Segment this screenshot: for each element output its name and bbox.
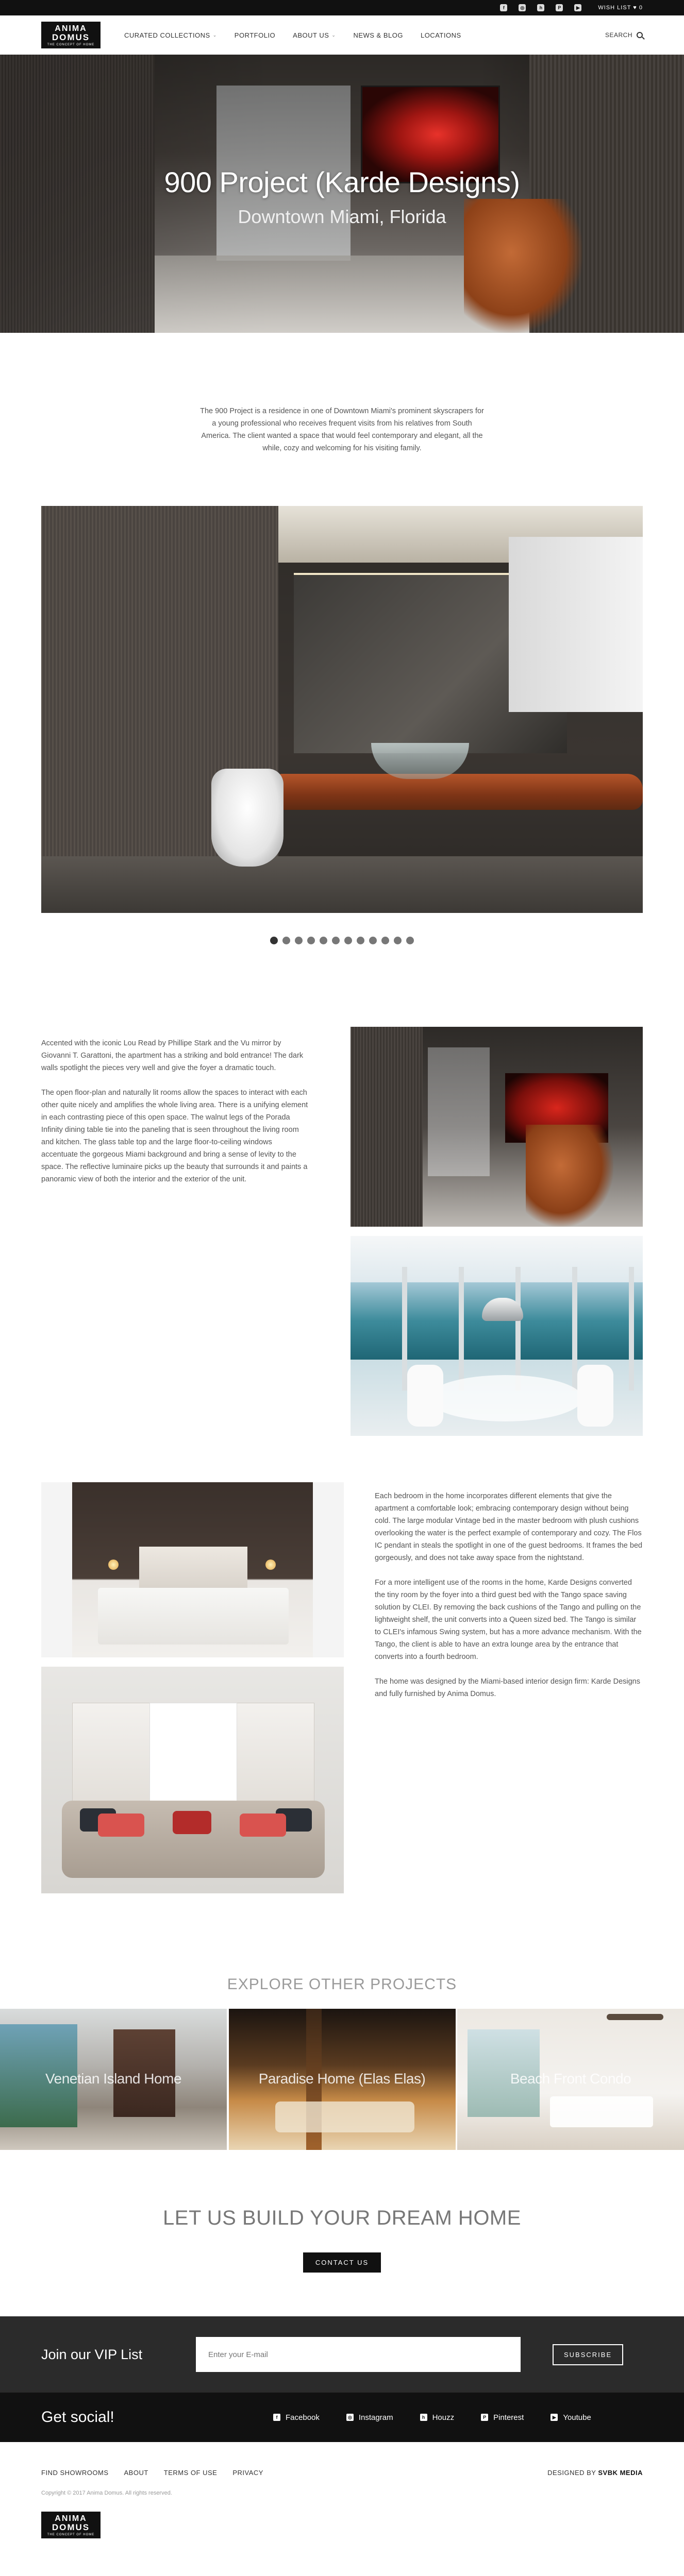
wishlist-link[interactable] <box>598 5 643 11</box>
nav-about-us[interactable] <box>293 31 336 39</box>
slide-photo-glass <box>509 537 643 712</box>
paragraph: The home was designed by the Miami-based interior design firm: Karde Designs and fully furnished by Anima Domus. <box>375 1677 640 1698</box>
vip-title: Join our VIP List <box>41 2346 143 2362</box>
hero-banner <box>0 55 684 333</box>
chevron-down-icon: ⌄ <box>331 32 336 38</box>
section-foyer-images <box>351 1027 643 1436</box>
slider-dot[interactable] <box>320 937 327 944</box>
page-title: 900 Project (Karde Designs) <box>164 166 520 198</box>
foyer-photo[interactable] <box>351 1027 643 1227</box>
footer-link-terms[interactable]: TERMS OF USE <box>163 2469 218 2477</box>
logo[interactable] <box>41 22 101 48</box>
contact-us-button[interactable]: CONTACT US <box>303 2252 381 2273</box>
nav-locations[interactable] <box>421 31 461 39</box>
project-card[interactable] <box>457 2009 684 2150</box>
footer-link-privacy[interactable]: PRIVACY <box>232 2469 263 2477</box>
nav-label: LOCATIONS <box>420 31 461 39</box>
section-foyer-text <box>41 1027 309 1436</box>
designed-prefix: DESIGNED BY <box>547 2469 596 2477</box>
pinterest-icon: P <box>481 2414 488 2421</box>
logo-line1: ANIMA <box>55 2514 87 2523</box>
project-cards <box>0 2009 684 2150</box>
youtube-icon: ▶ <box>550 2414 558 2421</box>
footer <box>0 2442 684 2538</box>
search-label: SEARCH <box>605 31 632 39</box>
page-subtitle: Downtown Miami, Florida <box>238 206 446 227</box>
section-bedrooms <box>41 1482 643 1893</box>
houzz-icon[interactable]: h <box>537 4 544 11</box>
slider-dot[interactable] <box>270 937 278 944</box>
lounge-photo[interactable] <box>41 1667 344 1893</box>
heart-icon: ♥ <box>633 5 637 11</box>
pinterest-link[interactable] <box>481 2413 524 2422</box>
social-label: Facebook <box>286 2413 320 2422</box>
footer-link-about[interactable]: ABOUT <box>124 2469 148 2477</box>
photo-shape <box>577 1365 613 1427</box>
project-card[interactable] <box>0 2009 227 2150</box>
menu <box>124 31 461 39</box>
social-bar <box>0 2393 684 2442</box>
paragraph: For a more intelligent use of the rooms in the home, Karde Designs converted the tiny room by the foyer into a third guest bed with the Tango space saving solution by CLEI. By removing the back cushions of the Tango and pulling on the lightweight shelf, the unit converts into a Queen sized bed. The Tango is similar to CLEI's infamous Swing system, but has a more advance mechanism. With the Tango, the client is able to have an extra lounge area by the entrance that converts into a fourth bedroom. <box>375 1579 642 1661</box>
nav-news-blog[interactable] <box>353 31 403 39</box>
paragraph: Accented with the iconic Lou Read by Phillipe Stark and the Vu mirror by Giovanni T. Garattoni, the apartment has a striking and bold entrance! The dark walls spotlight the pieces very well and give the foyer a dramatic touch. <box>41 1039 304 1072</box>
photo-shape <box>139 1547 247 1590</box>
facebook-link[interactable] <box>273 2413 320 2422</box>
photo-shape <box>173 1811 211 1834</box>
photo-shape <box>428 1375 582 1421</box>
section-bedrooms-text <box>375 1482 643 1893</box>
cta-section <box>0 2207 684 2273</box>
project-label: Paradise Home (Elas Elas) <box>258 2071 426 2087</box>
slider-dot[interactable] <box>406 937 414 944</box>
photo-shape <box>108 1560 119 1570</box>
main-nav <box>0 15 684 55</box>
photo-shape <box>550 2096 653 2127</box>
slide-photo-toilet <box>211 769 283 867</box>
logo-line2: DOMUS <box>52 2522 90 2532</box>
slider-dots <box>0 937 684 944</box>
photo-slider[interactable] <box>41 506 643 913</box>
slide-photo-floor <box>41 856 643 913</box>
slider-dot[interactable] <box>307 937 315 944</box>
instagram-icon[interactable]: ◎ <box>519 4 526 11</box>
bedroom-photo[interactable] <box>41 1482 344 1657</box>
photo-shape <box>313 1482 344 1657</box>
facebook-icon: f <box>273 2414 280 2421</box>
social-label: Pinterest <box>493 2413 524 2422</box>
nav-label: PORTFOLIO <box>234 31 276 39</box>
paragraph: The open floor-plan and naturally lit rooms allow the spaces to interact with each other quite nicely and amplifies the whole living area. There is a unifying element in each contrasting piece of this open space. The walnut legs of the Porada Infinity dining table tie into the paneling that is seen throughout the living room and kitchen. The glass table top and the large floor-to-ceiling windows accentuate the gorgeous Miami background and bring a sense of levity to the space. The reflective luminaire picks up the beauty that surrounds it and paints a panoramic view of both the interior and the exterior of the unit. <box>41 1089 308 1183</box>
copyright: Copyright © 2017 Anima Domus. All rights reserved. <box>41 2490 172 2496</box>
slider-dot[interactable] <box>381 937 389 944</box>
search-icon <box>637 32 643 38</box>
photo-shape <box>407 1365 443 1427</box>
subscribe-button[interactable]: SUBSCRIBE <box>553 2344 623 2365</box>
slider-dot[interactable] <box>282 937 290 944</box>
chevron-down-icon: ⌄ <box>212 32 217 38</box>
footer-logo[interactable] <box>41 2512 101 2538</box>
slider-dot[interactable] <box>295 937 303 944</box>
footer-link-find-showrooms[interactable]: FIND SHOWROOMS <box>41 2469 109 2477</box>
photo-shape <box>428 1047 490 1176</box>
houzz-icon: h <box>420 2414 427 2421</box>
social-title: Get social! <box>41 2409 114 2426</box>
photo-shape <box>526 1125 613 1227</box>
youtube-icon[interactable]: ▶ <box>574 4 581 11</box>
top-bar <box>0 0 684 15</box>
slider-dot[interactable] <box>394 937 402 944</box>
nav-curated-collections[interactable] <box>124 31 217 39</box>
photo-shape <box>41 1482 72 1657</box>
paragraph: Each bedroom in the home incorporates different elements that give the apartment a comfortable look; embracing contemporary design without being cold. The large modular Vintage bed in the master bedroom with plush cushions overlooking the water is the perfect example of contemporary and cozy. The Flos IC pendant in steals the spotlight in one of the guest bedrooms. It frames the bed gorgeously, and does not take away space from the nightstand. <box>375 1492 643 1562</box>
hero-titles <box>0 165 684 228</box>
photo-shape <box>275 2102 414 2132</box>
search-toggle[interactable] <box>605 15 643 55</box>
slider-dot[interactable] <box>344 937 352 944</box>
designed-by-link[interactable]: SVBK MEDIA <box>598 2469 643 2477</box>
photo-shape <box>607 2014 663 2020</box>
explore-title: EXPLORE OTHER PROJECTS <box>227 1976 457 1993</box>
photo-shape <box>265 1560 276 1570</box>
photo-shape <box>240 1814 286 1837</box>
photo-shape <box>98 1814 144 1837</box>
photo-shape <box>98 1588 289 1645</box>
social-label: Youtube <box>563 2413 591 2422</box>
project-label: Venetian Island Home <box>45 2071 181 2087</box>
section-foyer <box>41 1027 643 1436</box>
facebook-icon[interactable]: f <box>500 4 507 11</box>
social-links <box>273 2413 591 2422</box>
slider-dot[interactable] <box>357 937 364 944</box>
pinterest-icon[interactable]: P <box>556 4 563 11</box>
youtube-link[interactable] <box>550 2413 591 2422</box>
email-field[interactable] <box>196 2337 521 2372</box>
project-label: Beach Front Condo <box>510 2071 631 2087</box>
logo-line1: ANIMA <box>55 24 87 33</box>
social-label: Instagram <box>358 2413 393 2422</box>
nav-label: ABOUT US <box>293 31 329 39</box>
houzz-link[interactable] <box>420 2413 455 2422</box>
wishlist-count: 0 <box>639 5 643 11</box>
logo-tagline: THE CONCEPT OF HOME <box>47 2533 95 2536</box>
nav-portfolio[interactable] <box>235 31 275 39</box>
slider-dot[interactable] <box>332 937 340 944</box>
project-card[interactable] <box>229 2009 456 2150</box>
logo-tagline: THE CONCEPT OF HOME <box>47 43 95 46</box>
instagram-icon: ◎ <box>346 2414 354 2421</box>
slide-photo-counter <box>278 774 643 810</box>
photo-shape <box>351 1027 423 1227</box>
cta-title: LET US BUILD YOUR DREAM HOME <box>163 2207 521 2229</box>
dining-photo[interactable] <box>351 1236 643 1436</box>
photo-shape <box>149 1703 237 1811</box>
footer-logo-wrap <box>41 2512 643 2538</box>
instagram-link[interactable] <box>346 2413 393 2422</box>
nav-label: CURATED COLLECTIONS <box>124 31 210 39</box>
logo-line2: DOMUS <box>52 32 90 42</box>
designed-by <box>547 2469 643 2477</box>
section-bedrooms-images <box>41 1482 344 1893</box>
nav-label: NEWS & BLOG <box>353 31 403 39</box>
social-label: Houzz <box>432 2413 455 2422</box>
wishlist-label: WISH LIST <box>598 5 631 11</box>
slider-dot[interactable] <box>369 937 377 944</box>
vip-signup <box>0 2316 684 2393</box>
intro-text: The 900 Project is a residence in one of Downtown Miami's prominent skyscrapers for a young professional who receives frequent visits from his relatives from South America. The client wanted a space that would feel contemporary and elegant, all the while, cozy and welcoming for his visiting family. <box>200 407 484 452</box>
